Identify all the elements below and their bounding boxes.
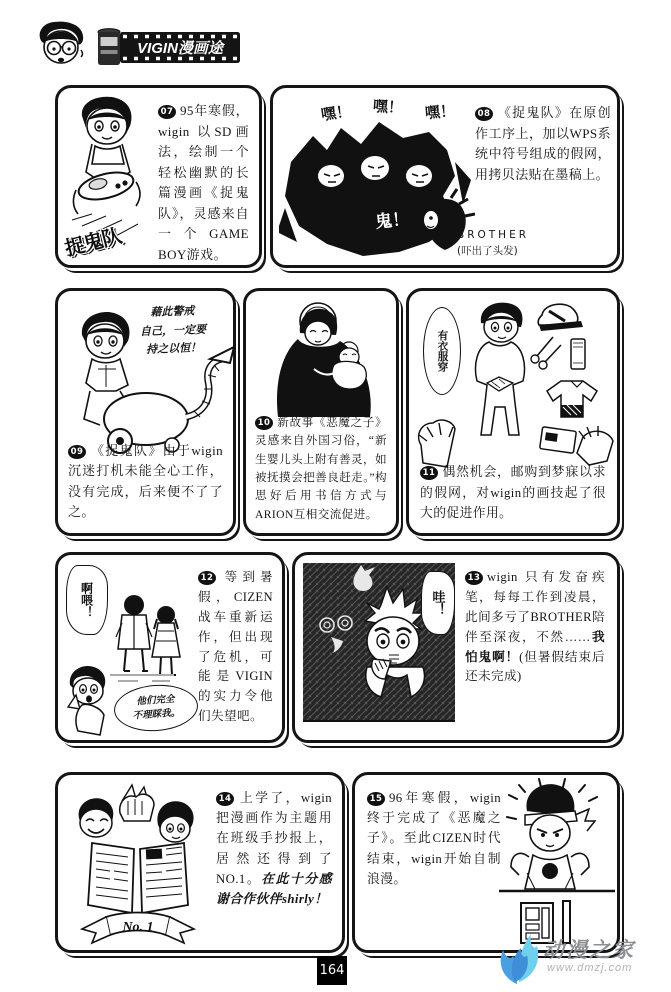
panel-13-number: 13 <box>465 571 483 585</box>
panel-13-text: 13 wigin 只有发奋疾笔，每每工作到凌晨，此间多亏了BROTHER陪伴至深夜，不然……我怕鬼啊！(但暑假结束后还未完成) <box>465 570 605 684</box>
zhuoguidui-title-art: 捉鬼队 <box>62 225 124 261</box>
panel-14-text: 14 上学了，wigin把漫画作为主题用在班级手抄报上，居然还得到了NO.1。在此十分感谢合作伙伴shirly！ <box>216 791 332 907</box>
panel-11-text: 11 偶然机会，邮购到梦寐以求的假网，对wigin的画技起了很大的促进作用。 <box>420 465 606 520</box>
panel-10-number: 10 <box>255 416 273 430</box>
baby-speech-bubble: 有衣服穿 <box>423 307 461 395</box>
panel-12-text: 12 等到暑假，CIZEN战车重新运作，但出现了危机，可能是VIGIN的实力令他们失望吧。 <box>198 570 273 724</box>
panel-15-number: 15 <box>367 792 385 806</box>
panel-09-number: 09 <box>68 445 86 459</box>
panel-15-text: 15 96年寒假，wigin 终于完成了《恶魔之子》。至此CIZEN时代结束，wigin开始自制浪漫。 <box>367 791 501 886</box>
kids-with-newspaper-drawing <box>62 779 212 947</box>
watermark-url: www.dmzj.com <box>547 962 633 974</box>
panel-07-number: 07 <box>158 105 176 119</box>
determined-artist-drawing <box>499 777 615 949</box>
self-warning-note: 藉此警戒 自己，一定要 持之以恒！ <box>139 305 207 357</box>
no1-ribbon-text: No. 1 <box>122 920 154 935</box>
panel-10-text: 10 新故事《恶魔之子》灵感来自外国习俗，“新生婴儿头上附有善灵，如被抚摸会把善良赶走。”构思好后用书信方式与ARION互相交流促进。 <box>255 416 387 521</box>
panel-08-text: 08 《捉鬼队》在原创作工序上，加以WPS系统中符号组成的假网，用拷贝法贴在墨稿上。 <box>475 105 611 182</box>
panel-08-number: 08 <box>475 107 493 121</box>
author-face-icon <box>34 20 88 68</box>
wa-bubble: 哇！ <box>421 571 455 635</box>
thought-bubble: 他们完全 不理睬我。 <box>112 682 199 734</box>
dmzj-flame-icon <box>493 928 541 986</box>
hei-cry-2: 嘿！ <box>372 98 404 118</box>
panel-12-number: 12 <box>198 571 216 585</box>
panel-14-number: 14 <box>216 792 234 806</box>
panel-14 <box>55 772 345 953</box>
panel-07-text: 07 95年寒假，wigin 以SD画法，绘制一个轻松幽默的长篇漫画《捉鬼队》，灵感来自一个GAME BOY游戏。 <box>158 103 249 262</box>
brother-caption: BROTHER (吓出了头发) <box>457 229 530 257</box>
page-number: 164 <box>317 956 347 985</box>
madonna-and-child-drawing <box>254 299 392 423</box>
logo-text: VIGIN漫画途 <box>137 40 223 57</box>
panel-13 <box>292 552 620 743</box>
boy-on-vacuum-drawing <box>62 307 234 459</box>
vigin-filmstrip-logo <box>96 26 242 68</box>
hei-cry-1: 嘿！ <box>320 103 353 124</box>
panel-11-number: 11 <box>420 466 438 480</box>
watermark-title: 动漫之家 <box>543 939 635 962</box>
panel-12 <box>55 552 285 743</box>
panel-09 <box>55 288 236 536</box>
dmzj-watermark <box>493 928 663 986</box>
shout-bubble: 啊喂！ <box>66 565 108 635</box>
panel-15 <box>352 772 620 953</box>
panel-11 <box>406 288 620 536</box>
hei-cry-3: 嘿！ <box>424 103 456 123</box>
gui-cry: 鬼！ <box>374 209 411 232</box>
panel-08 <box>270 85 620 268</box>
panel-09-text: 09 《捉鬼队》由于wigin沉迷打机未能全心工作，没有完成，后来便不了了之。 <box>68 442 223 520</box>
panel-07 <box>55 85 262 268</box>
panel-10 <box>243 288 399 536</box>
